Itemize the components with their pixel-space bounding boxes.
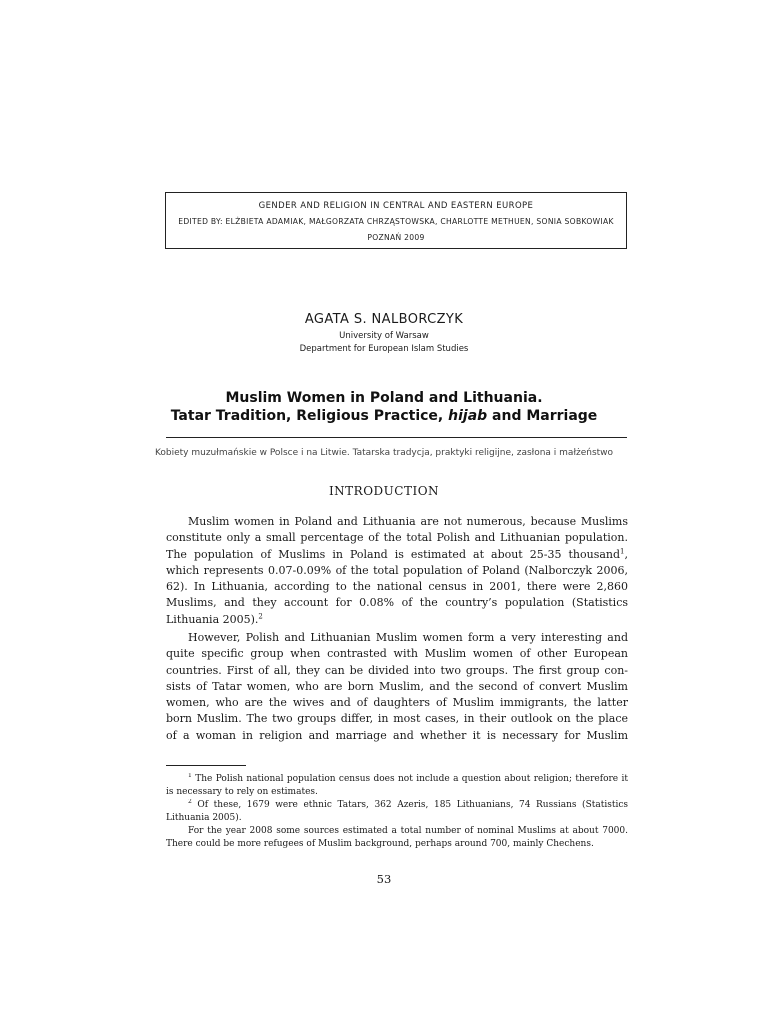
footnote-divider (166, 765, 246, 766)
paragraph-line: Muslim women in Poland and Lithuania are not numerous, because Muslims (188, 515, 628, 528)
footnote-ref-1[interactable]: 1 (620, 546, 625, 555)
series-place-year: POZNAŃ 2009 (367, 233, 425, 242)
paragraph-line: The population of Muslims in Poland is estimated at about 25-35 thousand$^1$, (166, 546, 628, 561)
paragraph-2 (166, 630, 628, 744)
footnote-ref-2[interactable]: 2 (258, 612, 263, 621)
title-divider (166, 437, 627, 438)
paragraph-line: Lithuania 2005).$^2$ (166, 612, 263, 626)
paragraph-line: constitute only a small percentage of the total Polish and Lithuanian population. (166, 531, 628, 545)
paragraph-1 (166, 514, 628, 628)
article-title-line2 (0, 408, 768, 424)
author-name: AGATA S. NALBORCZYK (304, 312, 464, 327)
paragraph-line: sists of Tatar women, who are born Muslim, and the second of convert Muslim (166, 679, 628, 693)
series-header-box (165, 192, 627, 249)
footnote-line: $^1$ The Polish national population census does not include a question about religion; therefore it (188, 773, 628, 784)
author-department: Department for European Islam Studies (299, 344, 469, 354)
footnotes (166, 773, 628, 850)
article-title-line1: Muslim Women in Poland and Lithuania. (225, 390, 543, 406)
series-title: GENDER AND RELIGION IN CENTRAL AND EASTERN EUROPE (258, 201, 534, 211)
author-university: University of Warsaw (339, 331, 429, 341)
footnote-line: There could be more refugees of Muslim background, perhaps around 700, mainly Chechens. (166, 838, 594, 849)
footnote-1 (166, 773, 628, 798)
paragraph-line: However, Polish and Lithuanian Muslim women form a very interesting and (188, 631, 628, 644)
paragraph-line: quite specific group when contrasted with Muslim women of other European (166, 647, 628, 661)
series-editors: EDITED BY: ELŻBIETA ADAMIAK, MAŁGORZATA CHRZĄSTOWSKA, CHARLOTTE METHUEN, SONIA SOBKOWIAK (178, 217, 614, 226)
paragraph-line: countries. First of all, they can be divided into two groups. The first group con- (166, 663, 628, 677)
footnote-2 (166, 799, 628, 824)
footnote-line: is necessary to rely on estimates. (166, 786, 318, 797)
footnote-line: For the year 2008 some sources estimated a total number of nominal Muslims at about 7000. (188, 826, 628, 836)
polish-title: Kobiety muzułmańskie w Polsce i na Litwie. Tatarska tradycja, praktyki religijne, zasłona i małżeństwo (154, 448, 614, 458)
paragraph-line: born Muslim. The two groups differ, in most cases, in their outlook on the place (166, 712, 628, 726)
paragraph-line: which represents 0.07-0.09% of the total population of Poland (Nalborczyk 2006, (166, 563, 628, 577)
footnote-3 (166, 825, 628, 850)
paragraph-line: women, who are the wives and of daughters of Muslim immigrants, the latter (166, 696, 628, 710)
paragraph-line: Muslims, and they account for 0.08% of the country’s population (Statistics (166, 596, 628, 610)
footnote-line: Lithuania 2005). (166, 812, 242, 823)
section-heading: INTRODUCTION (328, 484, 440, 498)
title-part-2: and Marriage (487, 408, 598, 424)
paragraph-line: 62). In Lithuania, according to the national census in 2001, there were 2,860 (166, 580, 628, 594)
footnote-mark: 2 (188, 799, 192, 805)
footnote-line: $^2$ Of these, 1679 were ethnic Tatars, 362 Azeris, 185 Lithuanians, 74 Russians (Statistics (188, 799, 628, 810)
title-italic-hijab: hijab (448, 408, 488, 424)
page-number: 53 (376, 872, 392, 886)
paragraph-line: of a woman in religion and marriage and whether it is necessary for Muslim (166, 728, 628, 742)
footnote-mark: 1 (188, 773, 192, 779)
title-part-1: Tatar Tradition, Religious Practice, (170, 408, 449, 424)
